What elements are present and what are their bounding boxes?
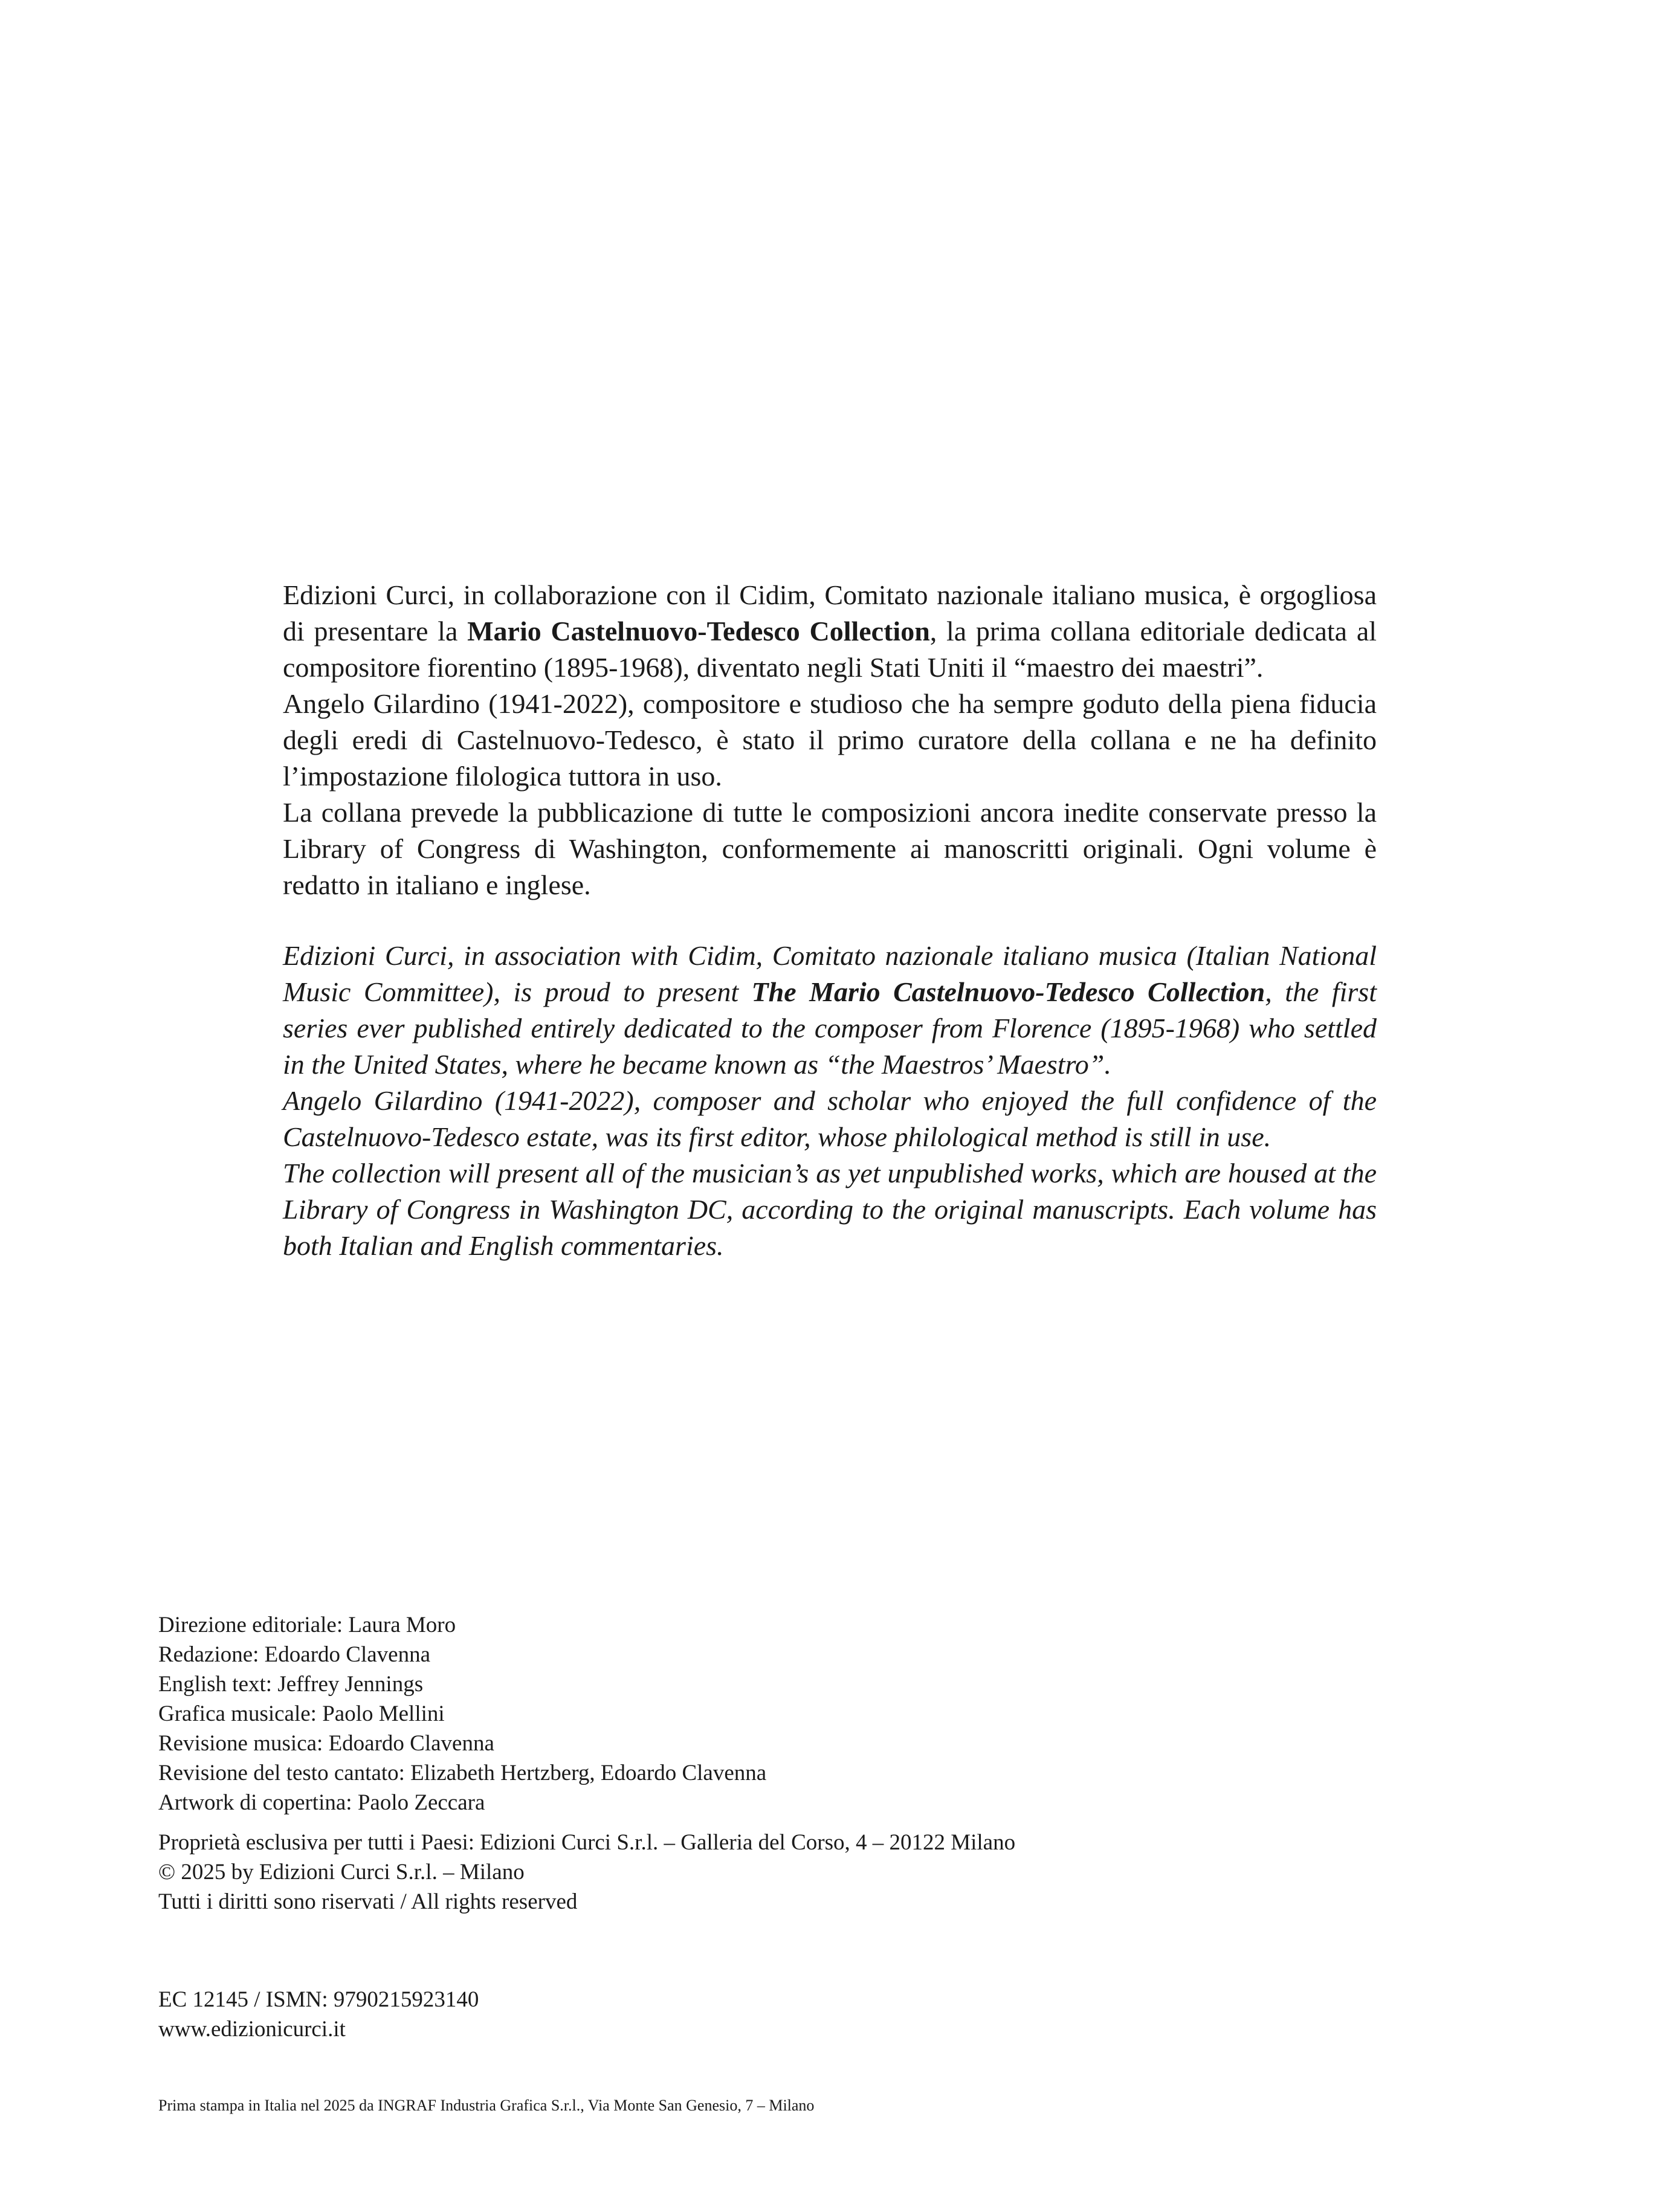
intro-english (283, 938, 1377, 1264)
intro-italian-p1-text: Edizioni Curci, in collaborazione con il Cidim, Comitato nazionale italiano musica, è orgogliosa di presentare la (283, 579, 1377, 647)
publisher-website: www.edizionicurci.it (158, 2017, 346, 2042)
credit-line: Revisione del testo cantato: Elizabeth Hertzberg, Edoardo Clavenna (158, 1761, 767, 1785)
ownership-line: Proprietà esclusiva per tutti i Paesi: Edizioni Curci S.r.l. – Galleria del Corso, 4 – 20122 Milano (158, 1830, 1016, 1855)
intro-italian (283, 577, 1377, 903)
intro-italian-p1-text-end: , la prima collana editoriale dedicata al compositore fiorentino (1895-1968), diventato negli Stati Uniti il “maestro dei maestri”. (283, 616, 1377, 683)
catalog-info (158, 1985, 1367, 2044)
collection-title-italian: Mario Castelnuovo-Tedesco Collection (467, 616, 930, 647)
editorial-credits (158, 1610, 1367, 1817)
intro-english-paragraph-1 (283, 938, 1377, 1083)
rights-notice (158, 1828, 1367, 1917)
all-rights-reserved-line: Tutti i diritti sono riservati / All rights reserved (158, 1889, 578, 1914)
imprint-line: Prima stampa in Italia nel 2025 da INGRAF Industria Grafica S.r.l., Via Monte San Genesio, 7 – Milano (158, 2097, 815, 2114)
credit-line: Redazione: Edoardo Clavenna (158, 1642, 430, 1667)
printer-imprint (158, 2095, 1367, 2117)
credit-line: Revisione musica: Edoardo Clavenna (158, 1731, 494, 1756)
credit-line: Grafica musicale: Paolo Mellini (158, 1701, 445, 1726)
intro-italian-paragraph-2: Angelo Gilardino (1941-2022), compositore e studioso che ha sempre goduto della piena fiducia degli eredi di Castelnuovo-Tedesco, è stato il primo curatore della collana e ne ha definito l’impostazione filologica tuttora in uso. (283, 688, 1377, 792)
copyright-line: © 2025 by Edizioni Curci S.r.l. – Milano (158, 1860, 525, 1885)
credit-line: Direzione editoriale: Laura Moro (158, 1613, 456, 1637)
intro-english-p1-text-end: , the first series ever published entirely dedicated to the composer from Florence (1895-1968) who settled in the United States, where he became known as “the Maestros’ Maestro”. (283, 976, 1377, 1080)
intro-italian-paragraph-3: La collana prevede la pubblicazione di tutte le composizioni ancora inedite conservate presso la Library of Congress di Washington, conformemente ai manoscritti originali. Ogni volume è redatto in italiano e inglese. (283, 797, 1377, 900)
catalog-number: EC 12145 / ISMN: 9790215923140 (158, 1987, 479, 2012)
intro-italian-paragraph-1 (283, 577, 1377, 686)
credit-line: English text: Jeffrey Jennings (158, 1672, 424, 1697)
collection-title-english: The Mario Castelnuovo-Tedesco Collection (751, 976, 1265, 1007)
intro-english-paragraph-2: Angelo Gilardino (1941-2022), composer and scholar who enjoyed the full confidence of the Castelnuovo-Tedesco estate, was its first editor, whose philological method is still in use. (283, 1085, 1377, 1152)
intro-english-paragraph-3: The collection will present all of the musician’s as yet unpublished works, which are housed at the Library of Congress in Washington DC, according to the original manuscripts. Each volume has both Italian and English commentaries. (283, 1158, 1377, 1261)
intro-english-p1-text: Edizioni Curci, in association with Cidim, Comitato nazionale italiano musica (Italian National Music Committee), is proud to present (283, 940, 1377, 1007)
credit-line: Artwork di copertina: Paolo Zeccara (158, 1790, 485, 1815)
